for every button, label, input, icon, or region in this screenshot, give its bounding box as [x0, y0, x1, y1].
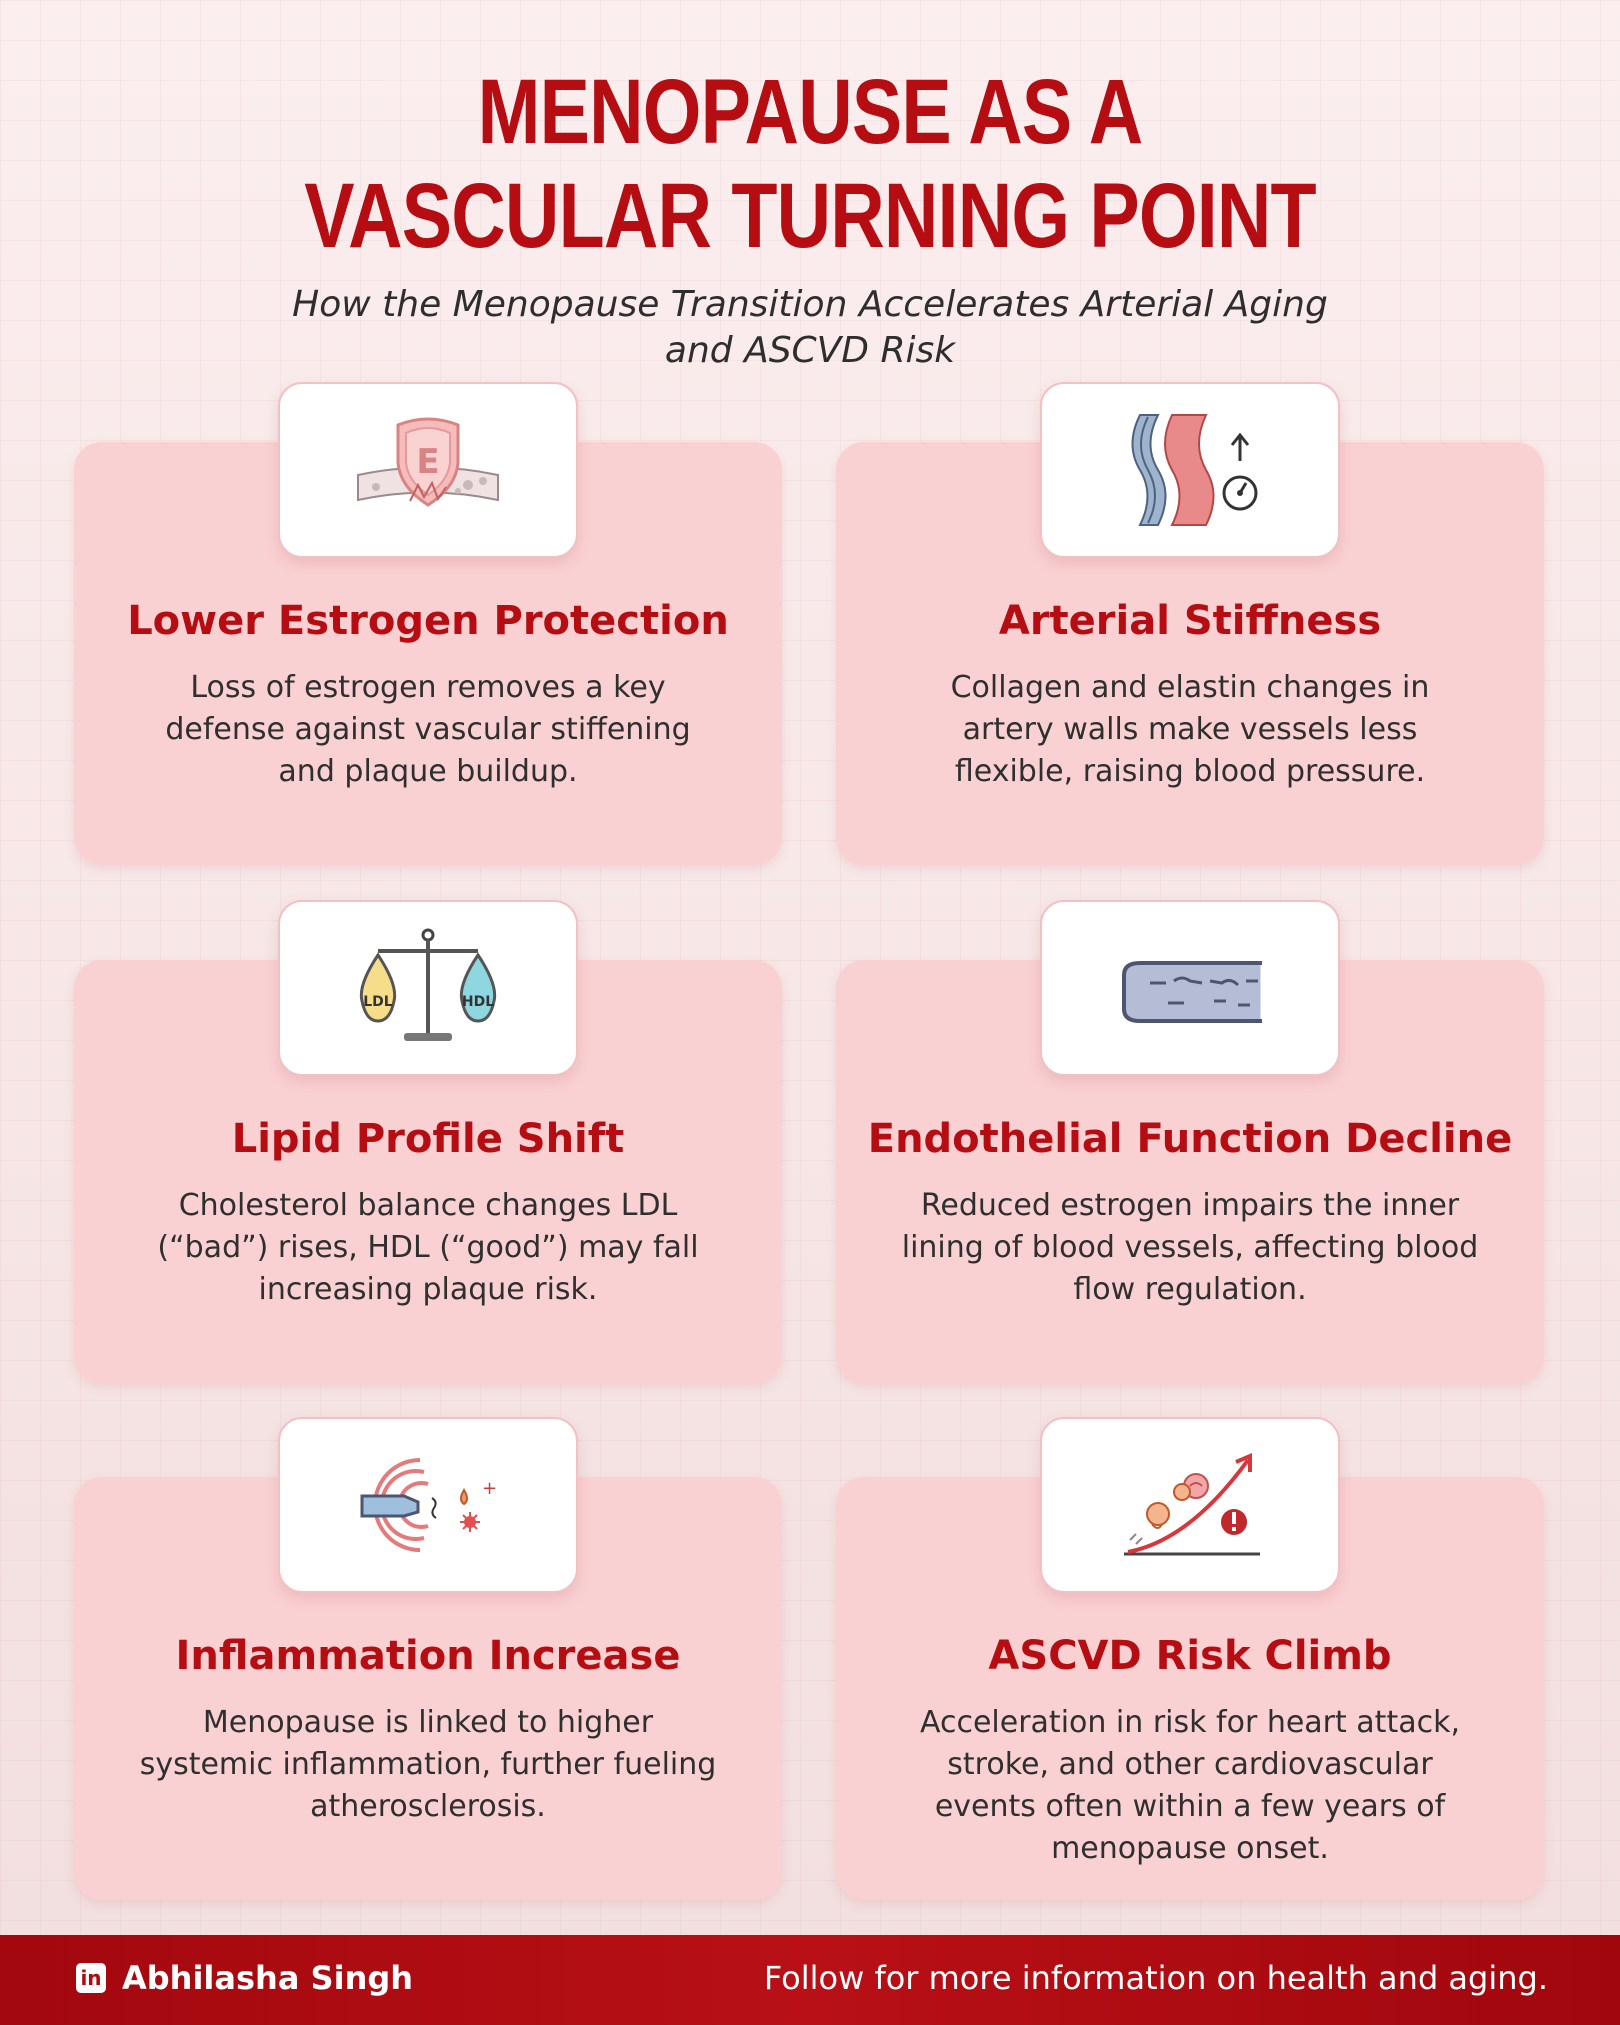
svg-text:+: + — [482, 1478, 498, 1499]
card-title: Lipid Profile Shift — [231, 1116, 625, 1162]
icon-tile — [278, 382, 578, 558]
author-name: Abhilasha Singh — [122, 1959, 414, 1997]
card-title: Lower Estrogen Protection — [127, 598, 729, 644]
card-description: Cholesterol balance changes LDL (“bad”) rises, HDL (“good”) may fall increasing plaque risk. — [157, 1188, 699, 1307]
vessel-lining-icon — [1110, 923, 1270, 1053]
icon-tile — [278, 900, 578, 1076]
icon-tile — [1040, 382, 1340, 558]
page-subtitle: How the Menopause Transition Accelerates Arterial Aging and ASCVD Risk — [292, 284, 1328, 371]
card-description: Reduced estrogen impairs the inner lining of blood vessels, affecting blood flow regulation. — [901, 1188, 1479, 1307]
page-title — [146, 60, 1474, 268]
card-description: Collagen and elastin changes in artery walls make vessels less flexible, raising blood pressure. — [950, 670, 1430, 789]
card-title: Arterial Stiffness — [998, 598, 1382, 644]
footer — [0, 1935, 1620, 2025]
card-title: Endothelial Function Decline — [867, 1116, 1513, 1162]
follow-cta: Follow for more information on health and aging. — [763, 1959, 1548, 1997]
icon-tile — [278, 1417, 578, 1593]
card-title: ASCVD Risk Climb — [988, 1633, 1392, 1679]
card-description: Acceleration in risk for heart attack, stroke, and other cardiovascular events often within a few years of menopause onset. — [919, 1705, 1460, 1866]
inflammation-icon — [348, 1440, 508, 1570]
linkedin-icon: in — [76, 1963, 106, 1993]
title-line-1: MENOPAUSE AS A — [477, 61, 1143, 163]
icon-tile — [1040, 1417, 1340, 1593]
card-description: Menopause is linked to higher systemic inflammation, further fueling atherosclerosis. — [139, 1705, 717, 1824]
estrogen-letter: E — [416, 442, 440, 482]
header — [0, 60, 1620, 374]
author-brand[interactable] — [76, 1959, 413, 1997]
ldl-label: LDL — [363, 994, 393, 1010]
card-title: Inflammation Increase — [175, 1633, 681, 1679]
artery-pressure-gauge-icon — [1110, 405, 1270, 535]
title-line-2: VASCULAR TURNING POINT — [304, 165, 1316, 267]
icon-tile — [1040, 900, 1340, 1076]
risk-climb-chart-icon — [1110, 1440, 1270, 1570]
estrogen-shield-icon — [348, 405, 508, 535]
card-description: Loss of estrogen removes a key defense against vascular stiffening and plaque buildup. — [165, 670, 691, 789]
hdl-label: HDL — [461, 994, 495, 1010]
ldl-hdl-scale-icon — [348, 923, 508, 1053]
